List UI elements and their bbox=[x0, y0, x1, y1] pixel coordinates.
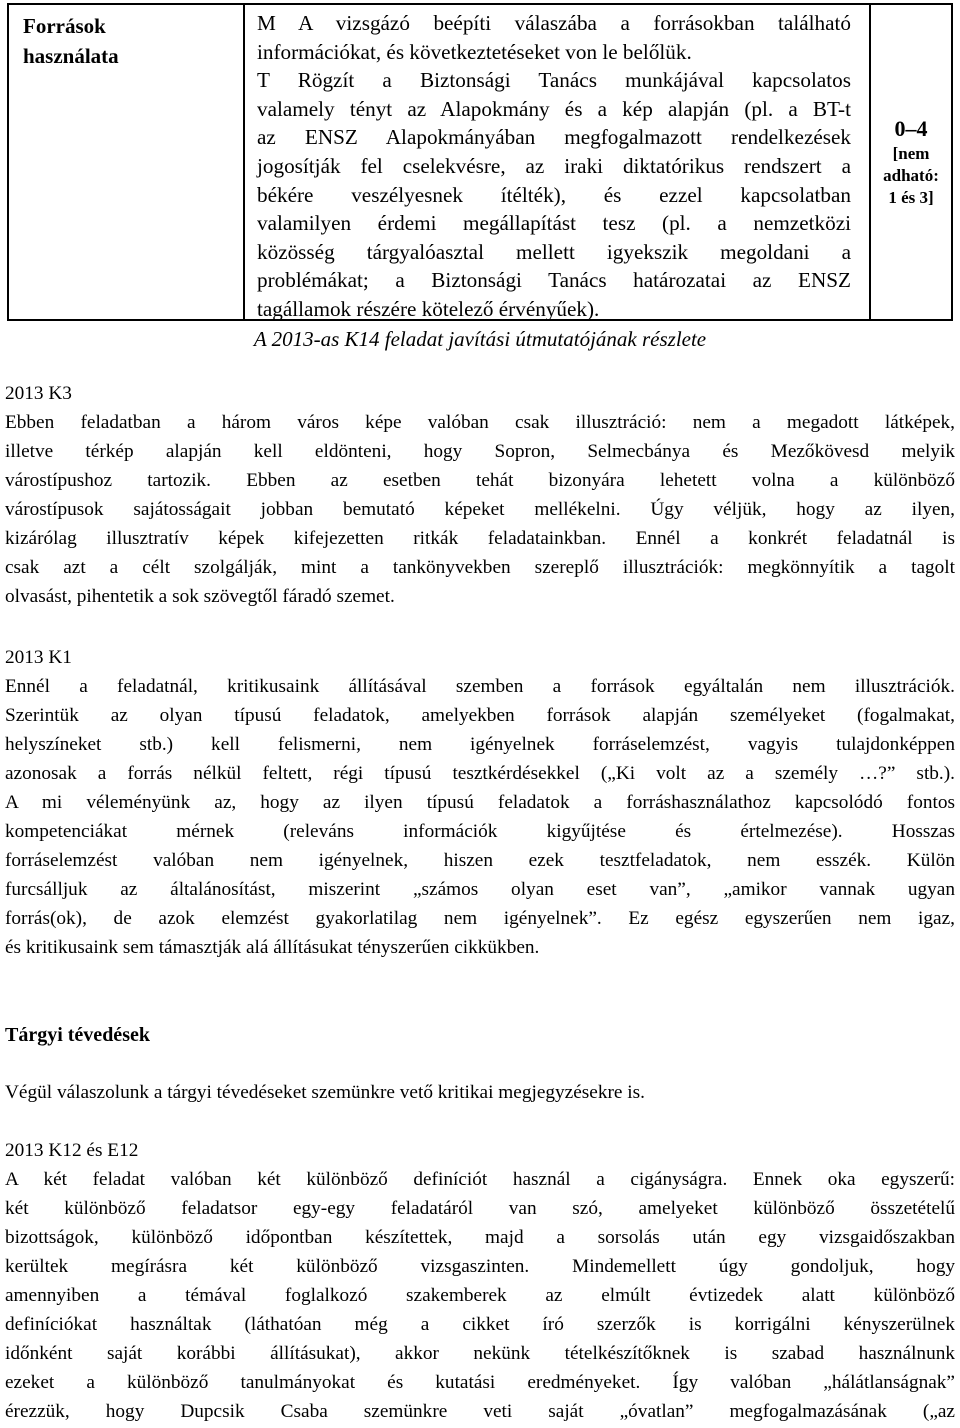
score-note-line: 1 és 3] bbox=[888, 188, 934, 207]
criterion-label-line: Források bbox=[23, 14, 106, 38]
paragraph-line: helyszíneket stb.) kell felismerni, nem igényelnek forráselemzést, vagyis tulajdonképpen bbox=[5, 734, 955, 755]
paragraph-line: azonosak a forrás nélkül feltett, régi típusú tesztkérdésekkel („Ki volt az a személy …?” stb.). bbox=[5, 763, 955, 784]
section-k12 bbox=[5, 1136, 955, 1426]
section-title: 2013 K1 bbox=[5, 647, 72, 668]
paragraph-line: forrás(ok), de azok elemzést gyakorlatilag nem igényelnek”. Ez egész egyszerűen nem igaz, bbox=[5, 908, 955, 929]
section-title: 2013 K3 bbox=[5, 383, 72, 404]
paragraph-line: kerültek megírásra két különböző vizsgaszinten. Mindemellett úgy gondoljuk, hogy bbox=[5, 1256, 955, 1277]
paragraph-line: A mi véleményünk az, hogy az ilyen típusú feladatok a forráshasználathoz kapcsolódó fontos bbox=[5, 792, 955, 813]
rubric-line: valamilyen érdemi megállapítást tesz (pl. a nemzetközi bbox=[257, 211, 851, 236]
rubric-line: M A vizsgázó beépíti válaszába a forrásokban található bbox=[257, 11, 851, 35]
paragraph-line: és kritikusaink sem támasztják alá állításukat tényszerűen cikkükben. bbox=[5, 937, 540, 958]
section-heading: Tárgyi tévedések bbox=[5, 1024, 150, 1046]
rubric-line: T Rögzít a Biztonsági Tanács munkájával kapcsolatos bbox=[257, 68, 851, 93]
rubric-description-cell bbox=[245, 5, 871, 319]
section-title: 2013 K12 és E12 bbox=[5, 1140, 139, 1161]
rubric-criterion-cell bbox=[9, 5, 245, 319]
rubric-line: az ENSZ Alapokmányában megfogalmazott rendelkezések bbox=[257, 125, 851, 150]
excerpt-caption: A 2013-as K14 feladat javítási útmutatójának részlete bbox=[253, 327, 707, 351]
score-note-line: adható: bbox=[883, 166, 939, 185]
rubric-line: problémákat; a Biztonsági Tanács határozatai az ENSZ bbox=[257, 268, 851, 293]
paragraph-line: csak azt a célt szolgálják, mint a tankönyvekben szereplő illusztrációk: megkönnyítik a tagolt bbox=[5, 557, 955, 578]
rubric-line: információkat, és következtetéseket von le belőlük. bbox=[257, 39, 692, 64]
paragraph-line: Ennél a feladatnál, kritikusaink állításával szemben a források egyáltalán nem illusztrációk. bbox=[5, 676, 955, 697]
paragraph-line: kizárólag illusztratív képek kifejezetten ritkák feladatainkban. Ennél a konkrét feladatnál is bbox=[5, 528, 955, 549]
paragraph-line: forráselemzést valóban nem igényelnek, hiszen ezek tesztfeladatok, nem esszék. Külön bbox=[5, 850, 955, 871]
paragraph-line: Szerintük az olyan típusú feladatok, amelyekben források alapján személyeket (fogalmakat, bbox=[5, 705, 955, 726]
section-k1 bbox=[5, 643, 955, 962]
rubric-line: jogosítják fel cselekvésre, az iraki diktatórikus rendszert a bbox=[257, 153, 851, 178]
paragraph-line: Ebben feladatban a három város képe valóban csak illusztráció: nem a megadott látképek, bbox=[5, 412, 955, 433]
section-k3 bbox=[5, 379, 955, 611]
paragraph-line: bizottságok, különböző időpontban készítettek, majd a sorsolás után egy vizsgaidőszakban bbox=[5, 1227, 955, 1248]
paragraph-line: ezeket a különböző tanulmányokat és kutatási eredményeket. Így valóban „hálátlanságnak” bbox=[5, 1372, 955, 1393]
paragraph-line: amennyiben a témával foglalkozó szakemberek az elmúlt évtizedek alatt különböző bbox=[5, 1285, 955, 1306]
score-note-line: [nem bbox=[892, 144, 930, 163]
rubric-line: közösség tárgyalóasztal mellett igyekszik megoldani a bbox=[257, 239, 851, 264]
criterion-label-line: használata bbox=[23, 44, 119, 68]
rubric-line: tagállamok részére kötelező érvényűek). bbox=[257, 296, 600, 321]
paragraph-line: illetve térkép alapján kell eldönteni, hogy Sopron, Selmecbánya és Mezőkövesd melyik bbox=[5, 441, 955, 462]
intro-paragraph bbox=[5, 1078, 955, 1107]
rubric-line: békére veszélyesnek ítélték), és ezzel kapcsolatban bbox=[257, 182, 851, 207]
paragraph-line: olvasást, pihentetik a sok szövegtől fáradó szemet. bbox=[5, 586, 395, 607]
paragraph-line: A két feladat valóban két különböző definíciót használ a cigányságra. Ennek oka egyszerű: bbox=[5, 1169, 955, 1190]
score-range: 0–4 bbox=[894, 116, 928, 141]
rubric-score-cell bbox=[871, 5, 951, 319]
rubric-table-excerpt bbox=[7, 3, 953, 321]
paragraph-line: két különböző feladatsor egy-egy feladatáról van szó, amelyeket különböző összetételű bbox=[5, 1198, 955, 1219]
paragraph-line: időnként saját korábbi állításukat), akkor nekünk tételkészítőknek is szabad használnunk bbox=[5, 1343, 955, 1364]
paragraph-line: várostípushoz tartozik. Ebben az esetben tehát bizonyára lehetett volna a különböző bbox=[5, 470, 955, 491]
rubric-line: valamely tényt az Alapokmány és a kép alapján (pl. a BT-t bbox=[257, 96, 851, 121]
paragraph-line: Végül válaszolunk a tárgyi tévedéseket szemünkre vető kritikai megjegyzésekre is. bbox=[5, 1082, 645, 1103]
paragraph-line: kompetenciákat mérnek (releváns információk kigyűjtése és értelmezése). Hosszas bbox=[5, 821, 955, 842]
paragraph-line: érezzük, hogy Dupcsik Csaba szemünkre veti saját „óvatlan” megfogalmazásának („az bbox=[5, 1401, 955, 1422]
paragraph-line: furcsálljuk az általánosítást, miszerint „számos olyan eset van”, „amikor vannak ugyan bbox=[5, 879, 955, 900]
paragraph-line: definíciókat használtak (láthatóan még a cikket író szerzők is korrigálni kényszerülnek bbox=[5, 1314, 955, 1335]
paragraph-line: várostípusok sajátosságait jobban bemutató képeket mellékelni. Úgy véljük, hogy az ilyen, bbox=[5, 499, 955, 520]
